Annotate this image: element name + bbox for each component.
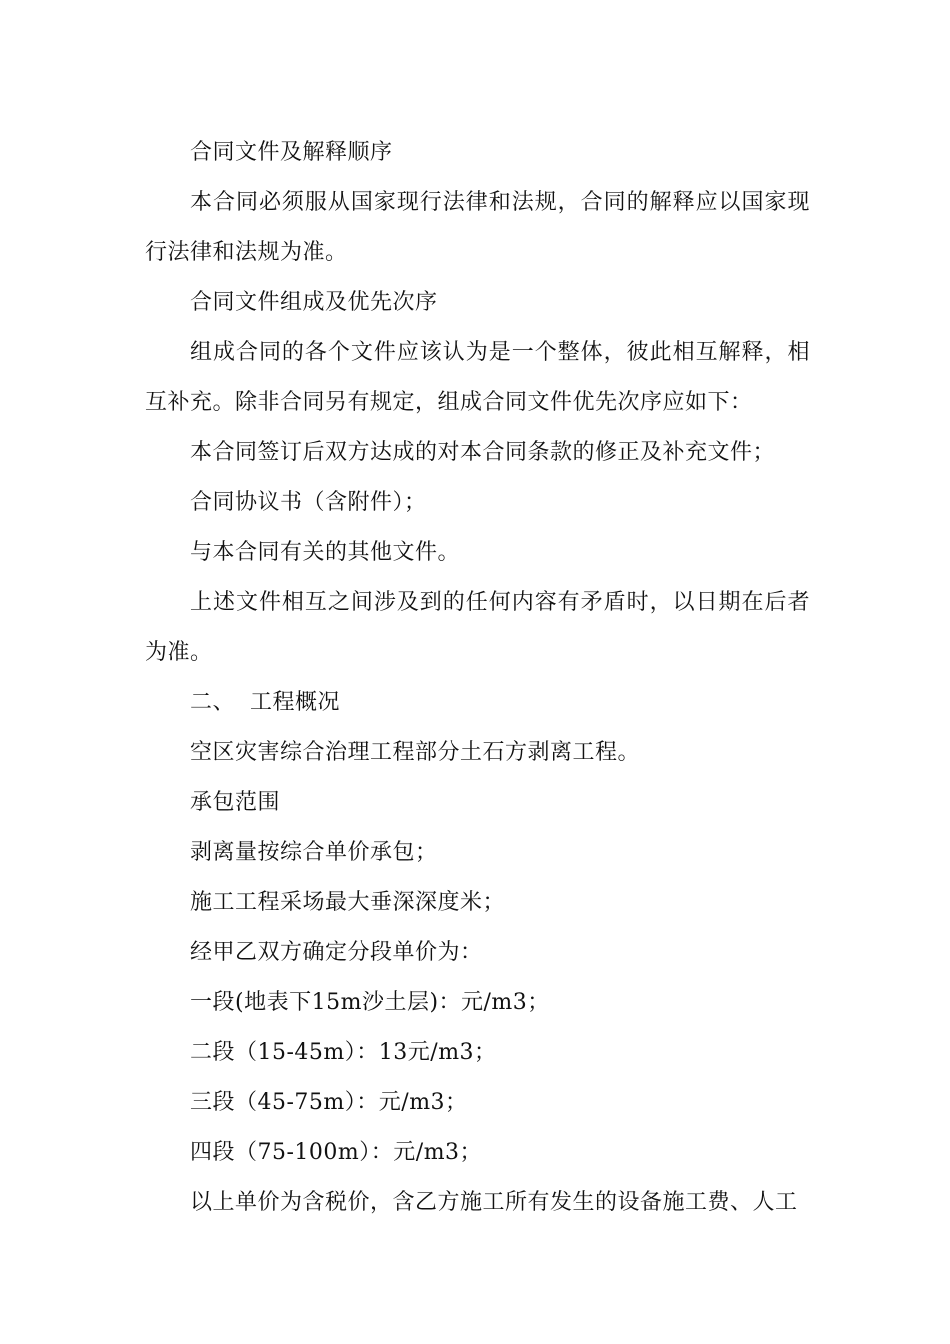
list-item-max-depth: 施工工程采场最大垂深深度米； [190,890,506,915]
list-item-segment-4: 四段（75-100m）：元/m3； [190,1140,483,1165]
paragraph-project-description: 空区灾害综合治理工程部分土石方剥离工程。 [190,740,641,765]
paragraph-conflict-rule: 上述文件相互之间涉及到的任何内容有矛盾时，以日期在后者为准。 [145,590,810,665]
paragraph-price-terms: 以上单价为含税价，含乙方施工所有发生的设备施工费、人工 [190,1190,798,1215]
section-heading-contract-interpretation: 合同文件及解释顺序 [190,140,393,165]
list-item-segment-3: 三段（45-75m）：元/m3； [190,1090,468,1115]
list-item-amendments: 本合同签订后双方达成的对本合同条款的修正及补充文件； [190,440,776,465]
list-item-segment-1: 一段(地表下15m沙土层)：元/m3； [190,990,550,1015]
section-heading-contract-scope: 承包范围 [190,790,281,815]
section-heading-project-overview: 二、 工程概况 [190,690,340,715]
document-page [145,128,810,1228]
list-item-agreement: 合同协议书（含附件）； [190,490,427,515]
paragraph-segment-prices-intro: 经甲乙双方确定分段单价为： [190,940,483,965]
section-heading-document-priority: 合同文件组成及优先次序 [190,290,438,315]
paragraph-governing-law: 本合同必须服从国家现行法律和法规，合同的解释应以国家现行法律和法规为准。 [145,190,810,265]
paragraph-document-composition: 组成合同的各个文件应该认为是一个整体，彼此相互解释，相互补充。除非合同另有规定，组成合同文件优先次序应如下： [145,340,810,415]
list-item-segment-2: 二段（15-45m）：13元/m3； [190,1040,497,1065]
list-item-unit-price: 剥离量按综合单价承包； [190,840,438,865]
list-item-other-documents: 与本合同有关的其他文件。 [190,540,461,565]
